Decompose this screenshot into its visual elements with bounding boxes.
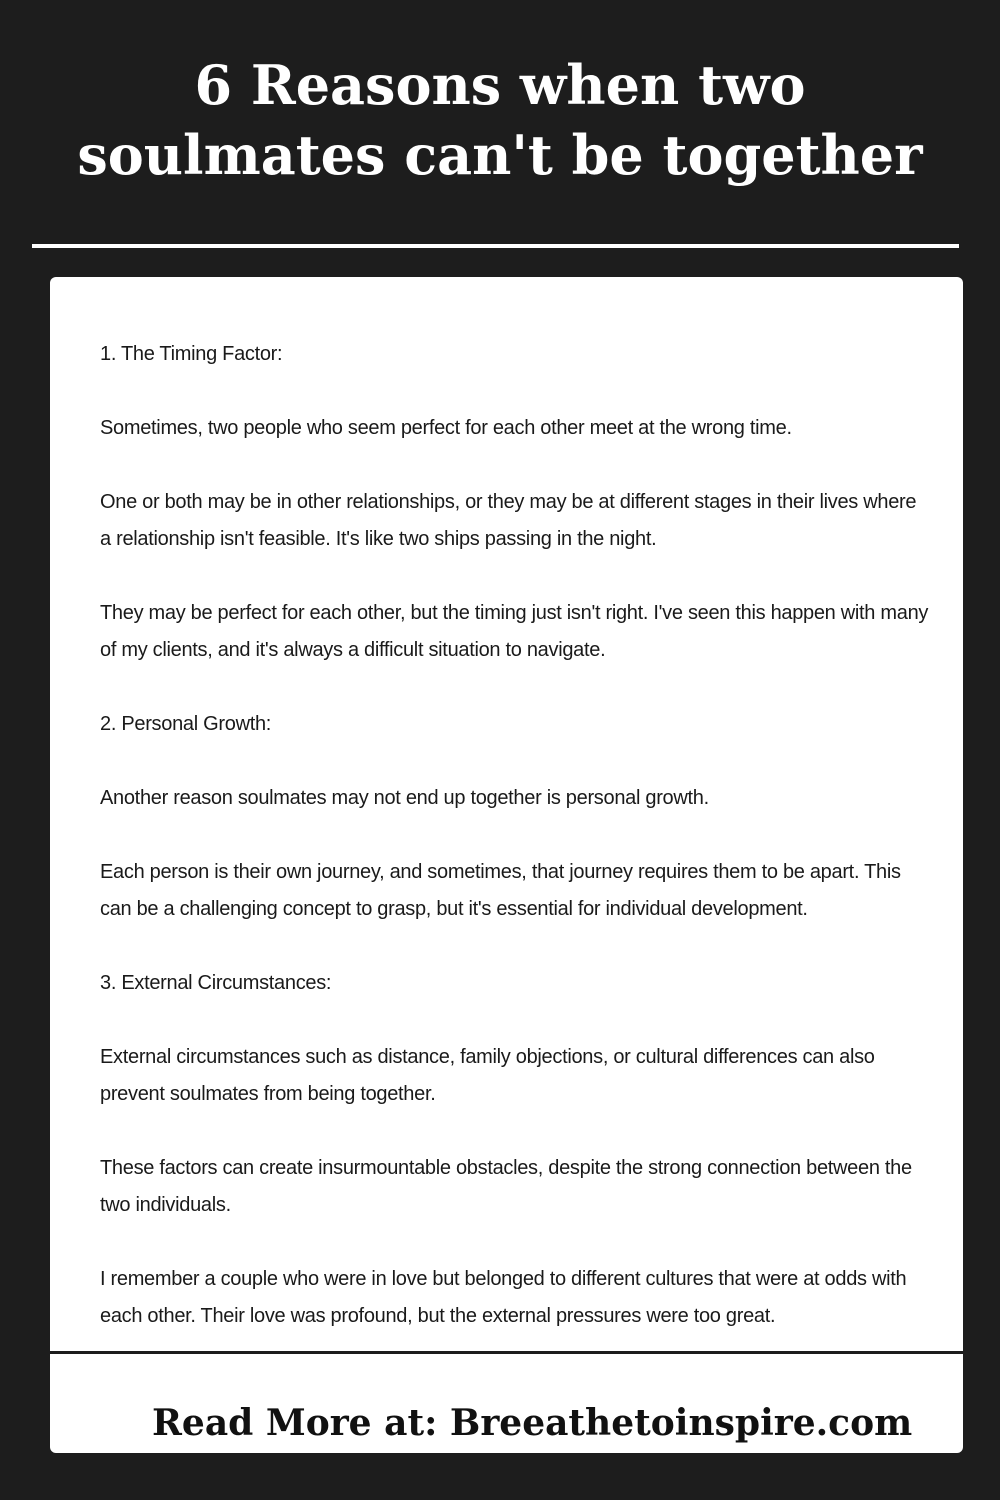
title-line-2: soulmates can't be together [77, 123, 923, 187]
paragraph: Another reason soulmates may not end up together is personal growth. [100, 787, 709, 809]
paragraph: External circumstances such as distance, family objections, or cultural differences can also prevent soulmates from being together. [100, 1046, 875, 1105]
section-heading-external: 3. External Circumstances: [100, 972, 332, 994]
footer-divider [50, 1351, 978, 1354]
section-heading-growth: 2. Personal Growth: [100, 713, 272, 735]
paragraph: Sometimes, two people who seem perfect for each other meet at the wrong time. [100, 417, 792, 439]
paragraph: These factors can create insurmountable obstacles, despite the strong connection between the two individuals. [100, 1157, 912, 1216]
page-title [0, 50, 1000, 190]
paragraph: I remember a couple who were in love but belonged to different cultures that were at odds with each other. Their love was profound, but the external pressures were too great. [100, 1268, 907, 1327]
section-heading-timing: 1. The Timing Factor: [100, 343, 283, 365]
paragraph: They may be perfect for each other, but the timing just isn't right. I've seen this happen with many of my clients, and it's always a difficult situation to navigate. [100, 602, 929, 661]
read-more-footer: Read More at: Breeathetoinspire.com [152, 1402, 913, 1444]
paragraph: Each person is their own journey, and sometimes, that journey requires them to be apart. This can be a challenging concept to grasp, but it's essential for individual development. [100, 861, 901, 920]
article-body [100, 336, 930, 1335]
title-divider [32, 244, 959, 248]
title-line-1: 6 Reasons when two [194, 53, 806, 117]
paragraph: One or both may be in other relationships, or they may be at different stages in their lives where a relationship isn't feasible. It's like two ships passing in the night. [100, 491, 917, 550]
